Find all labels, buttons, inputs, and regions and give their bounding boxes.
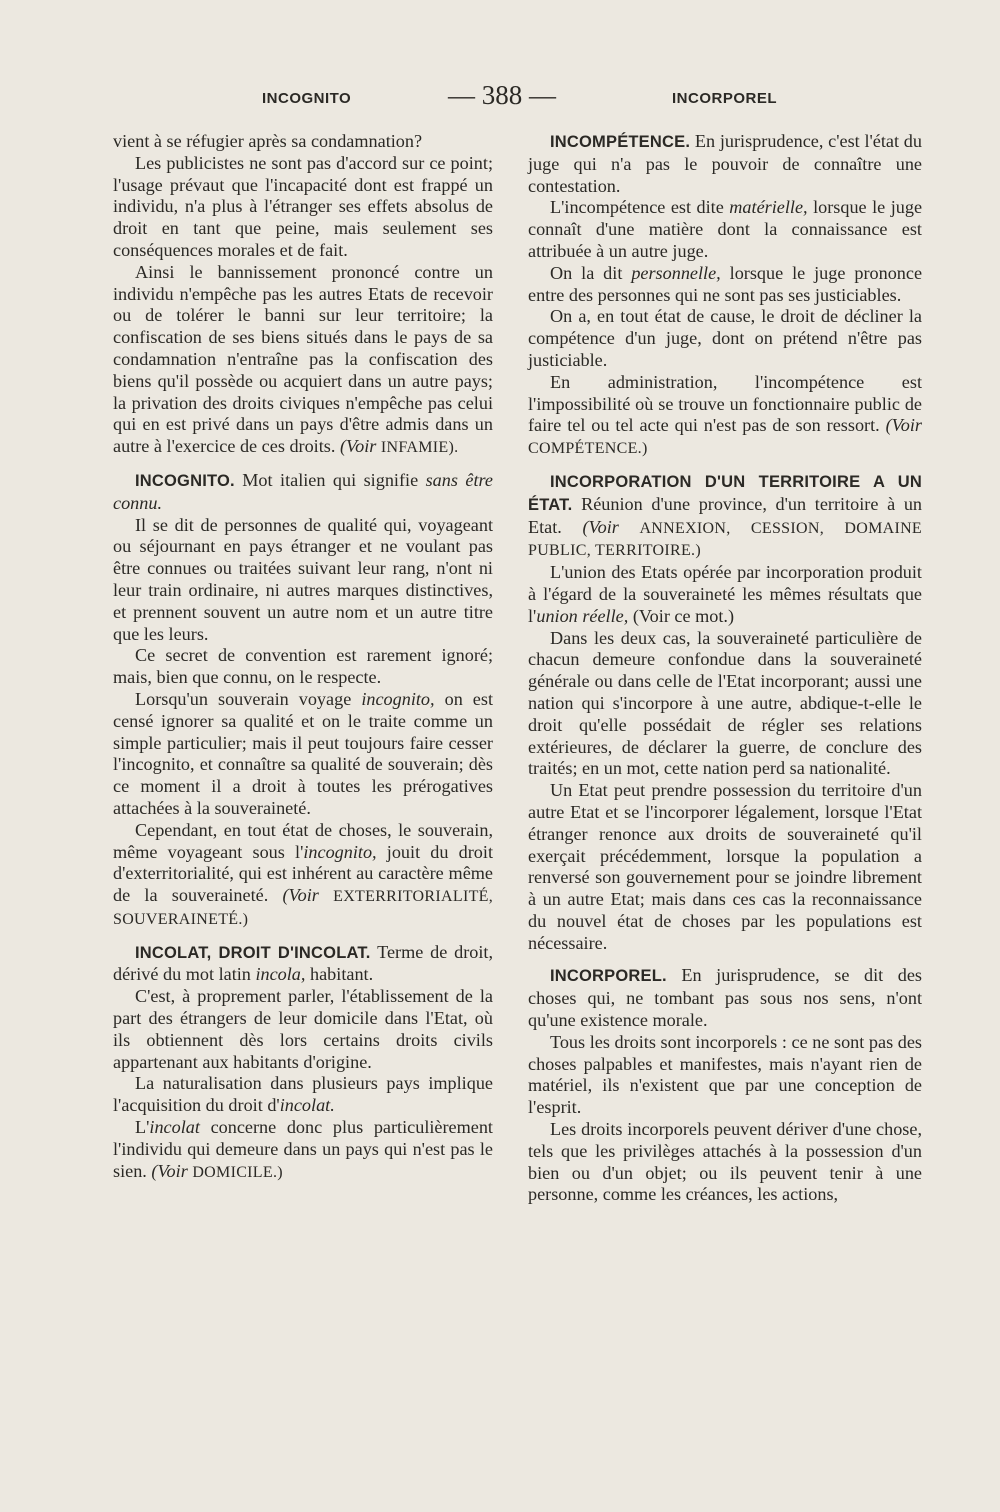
paragraph: vient à se réfugier après sa condamnation? bbox=[113, 131, 423, 151]
paragraph-text: jouit du droit d'exterritorialité, qui est inhérent au caractère même de la souveraineté. bbox=[113, 841, 493, 906]
paragraph-text: L'union des Etats opérée par incorporation produit à l'égard de la souveraineté les mêmes résultats que l' bbox=[528, 562, 922, 626]
paragraph-text: (Voir ce mot.) bbox=[632, 605, 735, 626]
paragraph-text: La naturalisation dans plusieurs pays implique l'acquisition du droit d' bbox=[113, 1073, 493, 1116]
voir-ref: (Voir bbox=[151, 1160, 188, 1181]
paragraph bbox=[528, 197, 922, 262]
page-number: — 388 — bbox=[448, 80, 556, 110]
italic-term: personnelle, bbox=[631, 262, 721, 283]
paragraph-text: On la dit bbox=[550, 262, 623, 283]
entry-incorporation bbox=[528, 471, 922, 562]
left-column bbox=[113, 131, 493, 1183]
running-head-left: INCOGNITO bbox=[262, 90, 352, 107]
paragraph bbox=[113, 689, 493, 820]
paragraph: Dans les deux cas, la souveraineté particulière de chacun demeure confondue dans la souveraineté générale ou dans celle de l'Etat incorporant; aussi une nation qui s'incorpore à une autre, abdique-t-elle le droit qu'elle possédait de régler ses relations extérieures, de déclarer la guerre, de conclure des traités; en un mot, cette nation perd sa nationalité. bbox=[528, 627, 922, 779]
entry-definition: En jurisprudence, c'est l'état du juge qui n'a pas le pouvoir de connaître une contestation. bbox=[528, 131, 922, 196]
entry-incognito bbox=[113, 470, 493, 515]
italic-term: matérielle, bbox=[729, 197, 808, 218]
entry-heading: INCOMPÉTENCE. bbox=[550, 133, 691, 151]
paragraph-text: concerne donc plus particulièrement l'individu qui demeure dans un pays qui n'est pas le sien. bbox=[113, 1117, 493, 1181]
voir-ref: (Voir bbox=[282, 885, 319, 906]
entry-heading: INCOGNITO. bbox=[135, 471, 235, 490]
paragraph-text: En administration, l'incompétence est l'impossibilité où se trouve un fonctionnaire public de faire tel ou tel acte qui n'est pas de son ressort. bbox=[528, 371, 922, 436]
paragraph: Il se dit de personnes de qualité qui, voyageant ou séjournant en pays étranger et ne voulant pas être connues ou traitées suivant leur rang, n'ont ni leur train ordinaire, ni autres marques distinctives, et prennent souvent un autre nom et un autre titre que les leurs. bbox=[113, 514, 493, 644]
paragraph: Un Etat peut prendre possession du territoire d'un autre Etat et se l'incorporer légalement, lorsque l'Etat étranger renonce aux droits de souveraineté qu'il exerçait précédemment, lorsque la population a renversé son gouvernement pour se joindre librement à un autre Etat; mais dans ces cas la reconnaissance du nouvel état de choses par les populations est nécessaire. bbox=[528, 780, 922, 953]
paragraph-text: Cependant, en tout état de choses, le souverain, même voyageant sous l' bbox=[113, 819, 493, 862]
entry-heading: INCORPORATION D'UN TERRITOIRE A UN ÉTAT. bbox=[528, 472, 922, 514]
italic-term: incognito, bbox=[361, 688, 435, 709]
paragraph bbox=[528, 263, 922, 307]
italic-term: incola, bbox=[255, 964, 306, 985]
cross-reference: DOMICILE.) bbox=[192, 1163, 283, 1181]
cross-reference: INFAMIE). bbox=[380, 439, 459, 457]
paragraph-text: L' bbox=[135, 1117, 150, 1138]
entry-definition: En jurisprudence, se dit des choses qui, ne tombant pas sous nos sens, n'ont qu'une existence morale. bbox=[528, 965, 923, 1031]
entry-incorporel bbox=[528, 965, 922, 1031]
paragraph-text: lorsque le juge connaît d'une matière dont la connaissance est attribuée à un autre juge. bbox=[528, 197, 923, 261]
entry-incompetence bbox=[528, 131, 922, 197]
paragraph: On a, en tout état de cause, le droit de décliner la compétence d'un juge, dont on prétend n'être pas justiciable. bbox=[528, 306, 922, 370]
paragraph bbox=[113, 820, 493, 931]
italic-term: incognito, bbox=[303, 841, 377, 862]
running-head bbox=[100, 80, 930, 116]
paragraph bbox=[113, 1117, 493, 1183]
cross-reference: COMPÉTENCE.) bbox=[528, 440, 648, 458]
paragraph-text: on est censé ignorer sa qualité et on le traite comme un simple particulier; mais il peut toujours faire cesser l'incognito, et connaître sa qualité de souverain; dès ce moment il a droit à toutes les prérogatives attachées à la souveraineté. bbox=[113, 688, 494, 818]
italic-term: incolat. bbox=[279, 1095, 335, 1116]
entry-incolat bbox=[113, 942, 493, 987]
paragraph bbox=[113, 1073, 493, 1117]
entry-heading: INCORPOREL. bbox=[550, 967, 667, 986]
entry-definition: Terme de droit, dérivé du mot latin bbox=[113, 941, 494, 985]
paragraph bbox=[528, 372, 922, 460]
voir-ref: (Voir bbox=[339, 436, 377, 457]
paragraph: Ce secret de convention est rarement ignoré; mais, bien que connu, on le respecte. bbox=[113, 645, 493, 688]
entry-definition: Mot italien qui signifie bbox=[242, 469, 419, 490]
paragraph: Les droits incorporels peuvent dériver d'une chose, tels que les privilèges attachés à la possession d'un bien ou d'un objet; ou ils peuvent tenir à une personne, comme les créances, les actions, bbox=[528, 1119, 922, 1205]
paragraph bbox=[528, 562, 922, 627]
running-head-right: INCORPOREL bbox=[672, 90, 778, 107]
voir-ref: (Voir bbox=[582, 516, 619, 537]
paragraph-text: lorsque le juge prononce entre des personnes qui ne sont pas ses justiciables. bbox=[528, 262, 923, 305]
paragraph-text: Ainsi le bannissement prononcé contre un individu n'empêche pas les autres Etats de recevoir ou de tolérer le banni sur leur territoire; la confiscation de ses biens situés dans le pays de sa condamnation n'entraîne pas la confiscation des biens qu'il possède ou acquiert dans un autre pays; la privation des droits civiques n'empêche pas celui qui en est privé dans un pays d'être admis dans un autre à l'exercice de ces droits. bbox=[113, 261, 493, 457]
paragraph: Tous les droits sont incorporels : ce ne sont pas des choses palpables et manifestes, mais n'ayant rien de matériel, ils n'existent que par une conception de l'esprit. bbox=[528, 1031, 922, 1118]
voir-ref: (Voir bbox=[885, 415, 922, 436]
right-column bbox=[528, 131, 922, 1206]
paragraph: Les publicistes ne sont pas d'accord sur ce point; l'usage prévaut que l'incapacité dont est frappé un individu, n'a plus à l'étranger ses effets absolus de droit en tant que peine, mais seulement ses conséquences morales et de fait. bbox=[113, 152, 493, 260]
entry-definition: Réunion d'une province, d'un territoire à un Etat. bbox=[528, 493, 923, 537]
italic-term: incolat bbox=[149, 1117, 200, 1138]
entry-definition: habitant. bbox=[310, 964, 374, 985]
italic-term: union réelle, bbox=[536, 605, 629, 626]
cross-reference: EXTERRITORIALITÉ, SOUVERAINETÉ.) bbox=[113, 888, 494, 928]
paragraph bbox=[113, 262, 493, 459]
paragraph: C'est, à proprement parler, l'établissement de la part des étrangers de leur domicile dans l'Etat, où ils obtiennent dès lors certains droits civils appartenant aux habitants d'origine. bbox=[113, 986, 493, 1072]
cross-reference: ANNEXION, CESSION, DOMAINE PUBLIC, TERRITOIRE.) bbox=[528, 519, 923, 560]
entry-heading: INCOLAT, DROIT D'INCOLAT. bbox=[135, 943, 371, 962]
paragraph-text: L'incompétence est dite bbox=[550, 197, 724, 218]
entry-definition-italic: sans être connu. bbox=[113, 469, 493, 513]
paragraph-text: Lorsqu'un souverain voyage bbox=[135, 688, 352, 709]
